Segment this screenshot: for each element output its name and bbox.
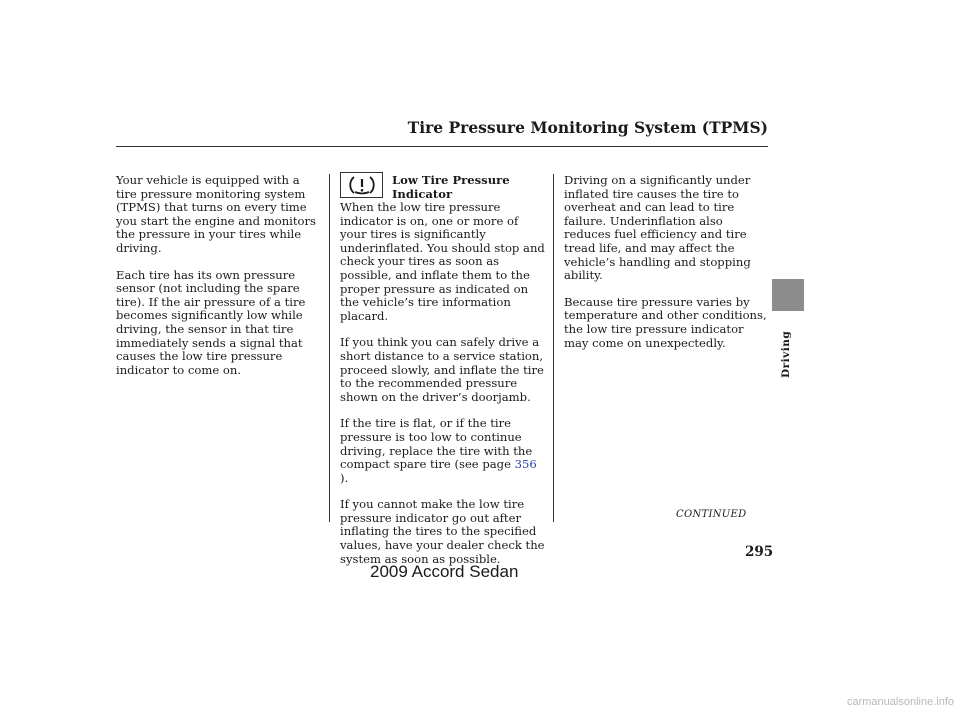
- watermark: carmanualsonline.info: [846, 696, 954, 708]
- paragraph-flat-tire: [340, 417, 548, 485]
- paragraph-underinflation: Driving on a significantly under inflated tire causes the tire to overheat and can lead to tire failure. Underinflation also reduces fuel efficiency and tire tread life, and may affect the vehicle’s handling and stopping ability.: [564, 173, 751, 283]
- paragraph-dealer-check: If you cannot make the low tire pressure indicator go out after inflating the tires to the specified values, have your dealer check the system as soon as possible.: [340, 497, 545, 566]
- column-divider-right: [553, 174, 554, 522]
- flat-tire-text: If the tire is flat, or if the tire pressure is too low to continue driving, replace the tire with the compact spare tire (see page: [340, 416, 533, 472]
- paragraph-drive-to-station: If you think you can safely drive a short distance to a service station, proceed slowly, and inflate the tire to the recommended pressure shown on the driver’s doorjamb.: [340, 335, 544, 404]
- page-number: 295: [745, 544, 774, 560]
- title-divider: [116, 146, 768, 147]
- low-tire-pressure-icon: [340, 172, 383, 198]
- paragraph-intro: Your vehicle is equipped with a tire pressure monitoring system (TPMS) that turns on every time you start the engine and monitors the pressure in your tires while driving.: [116, 173, 316, 255]
- indicator-heading: Low Tire Pressure Indicator: [392, 173, 510, 201]
- middle-column: [340, 201, 548, 579]
- paragraph-sensor: Each tire has its own pressure sensor (not including the spare tire). If the air pressure of a tire becomes significantly low while driving, the sensor in that tire immediately sends a signal that causes the low tire pressure indicator to come on.: [116, 267, 306, 377]
- continued-label: CONTINUED: [676, 509, 747, 520]
- section-tab-marker: [772, 279, 804, 311]
- page-title: Tire Pressure Monitoring System (TPMS): [407, 118, 768, 137]
- model-footer: 2009 Accord Sedan: [370, 562, 519, 581]
- section-tab-label: Driving: [780, 330, 792, 378]
- right-column: [564, 174, 769, 363]
- column-divider-left: [329, 174, 330, 522]
- page-356-link[interactable]: 356: [514, 457, 537, 472]
- paragraph-temperature: Because tire pressure varies by temperature and other conditions, the low tire pressure indicator may come on unexpectedly.: [564, 294, 767, 350]
- paragraph-indicator-on: When the low tire pressure indicator is on, one or more of your tires is significantly underinflated. You should stop and check your tires as soon as possible, and inflate them to the proper pressure as indicated on the vehicle’s tire information placard.: [340, 200, 545, 323]
- left-column: [116, 174, 321, 390]
- flat-tire-text-end: ).: [340, 470, 349, 485]
